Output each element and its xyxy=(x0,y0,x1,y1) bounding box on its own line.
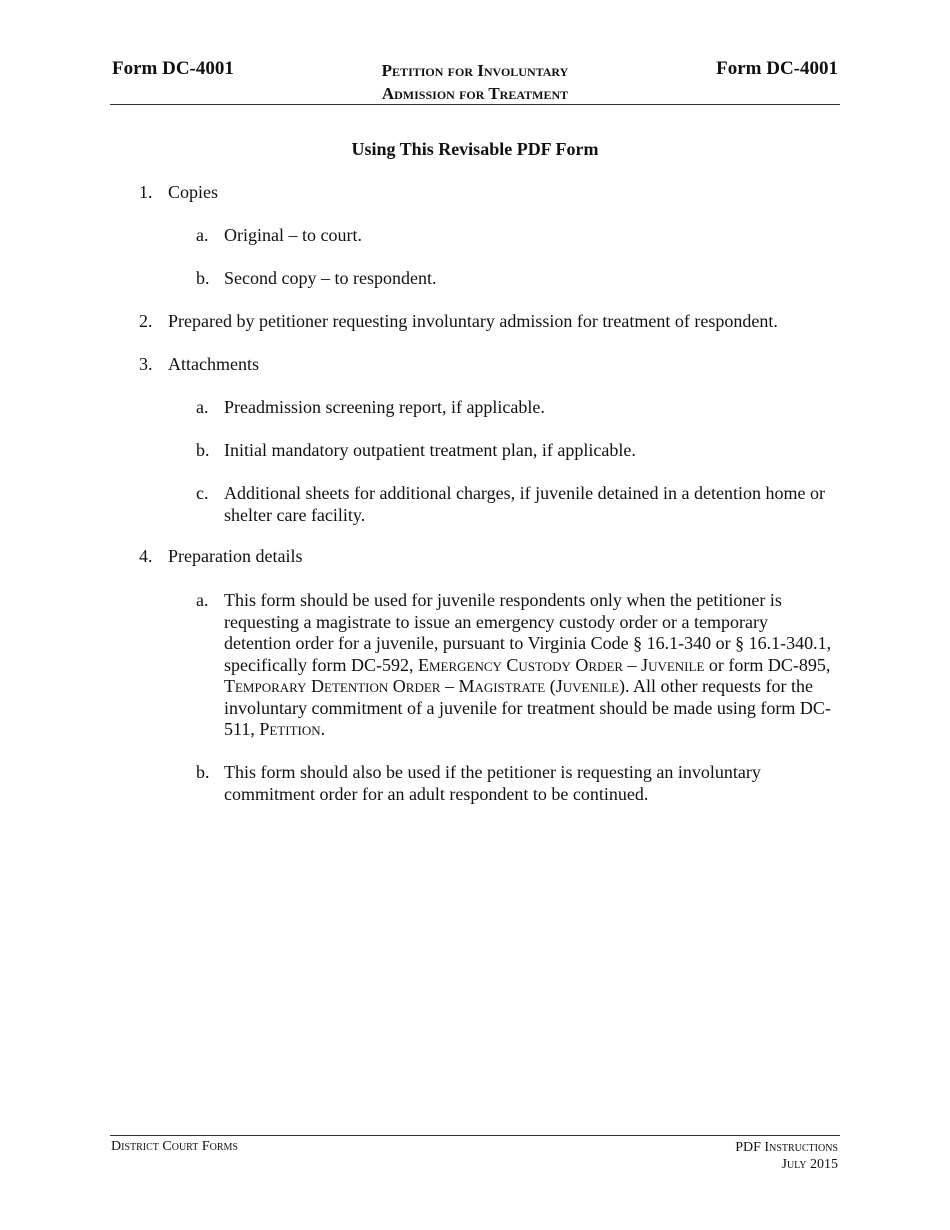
list-letter: c. xyxy=(196,483,209,503)
footer-divider xyxy=(110,1135,840,1136)
form-id-left: Form DC-4001 xyxy=(112,58,234,79)
section-heading: Using This Revisable PDF Form xyxy=(351,139,599,159)
list-number: 3. xyxy=(139,354,153,374)
list-item-text: Copies xyxy=(168,182,219,202)
list-subitem-text: Second copy – to respondent. xyxy=(224,268,437,288)
page-header xyxy=(110,56,840,105)
list-number: 1. xyxy=(139,182,153,202)
form-title xyxy=(350,59,600,105)
list-letter: a. xyxy=(196,397,209,417)
list-subitem-text: Original – to court. xyxy=(224,225,362,245)
list-subitem-text: This form should also be used if the petitioner is requesting an involuntary commitment order for an adult respondent to be continued. xyxy=(224,762,761,804)
text-segment: . xyxy=(320,719,326,739)
text-segment: or form DC-895, xyxy=(704,654,831,675)
form-reference-petition: Petition xyxy=(259,719,321,739)
list-letter: b. xyxy=(196,762,210,782)
list-subitem-text: Additional sheets for additional charges, if juvenile detained in a detention home or shelter care facility. xyxy=(224,483,825,525)
form-reference-emergency-custody-order: Emergency Custody Order – Juvenile xyxy=(417,654,705,675)
text-segment: . All other requests for the involuntary commitment of a juvenile for treatment should be made using form DC-511, xyxy=(224,676,831,739)
footer-right-text xyxy=(735,1139,838,1173)
list-letter: b. xyxy=(196,440,210,460)
list-letter: b. xyxy=(196,268,210,288)
footer-right-line2: July 2015 xyxy=(781,1157,838,1172)
text-segment: This form should be used for juvenile respondents only when the petitioner is requesting a magistrate to issue an emergency custody order or a temporary detention order for a juvenile, pursuant to Virginia Code § 16.1-340 or § 16.1-340.1, specifically form DC-592, xyxy=(224,590,832,675)
list-subitem-text xyxy=(224,590,832,741)
form-id-right: Form DC-4001 xyxy=(716,58,838,79)
list-item-text: Prepared by petitioner requesting involuntary admission for treatment of respondent. xyxy=(168,311,778,331)
footer-left-text: District Court Forms xyxy=(111,1139,238,1154)
form-title-line2: Admission for Treatment xyxy=(381,84,569,103)
list-subitem-text: Preadmission screening report, if applicable. xyxy=(224,397,545,417)
list-letter: a. xyxy=(196,590,209,610)
list-subitem-text: Initial mandatory outpatient treatment plan, if applicable. xyxy=(224,440,636,460)
form-title-line1: Petition for Involuntary xyxy=(381,61,569,80)
list-item-text: Preparation details xyxy=(168,546,303,566)
form-reference-temporary-detention-order: Temporary Detention Order – Magistrate (Juvenile) xyxy=(224,676,626,696)
list-item-text: Attachments xyxy=(168,354,259,374)
footer-right-line1: PDF Instructions xyxy=(735,1140,838,1155)
list-number: 2. xyxy=(139,311,153,331)
list-letter: a. xyxy=(196,225,209,245)
list-number: 4. xyxy=(139,546,153,566)
